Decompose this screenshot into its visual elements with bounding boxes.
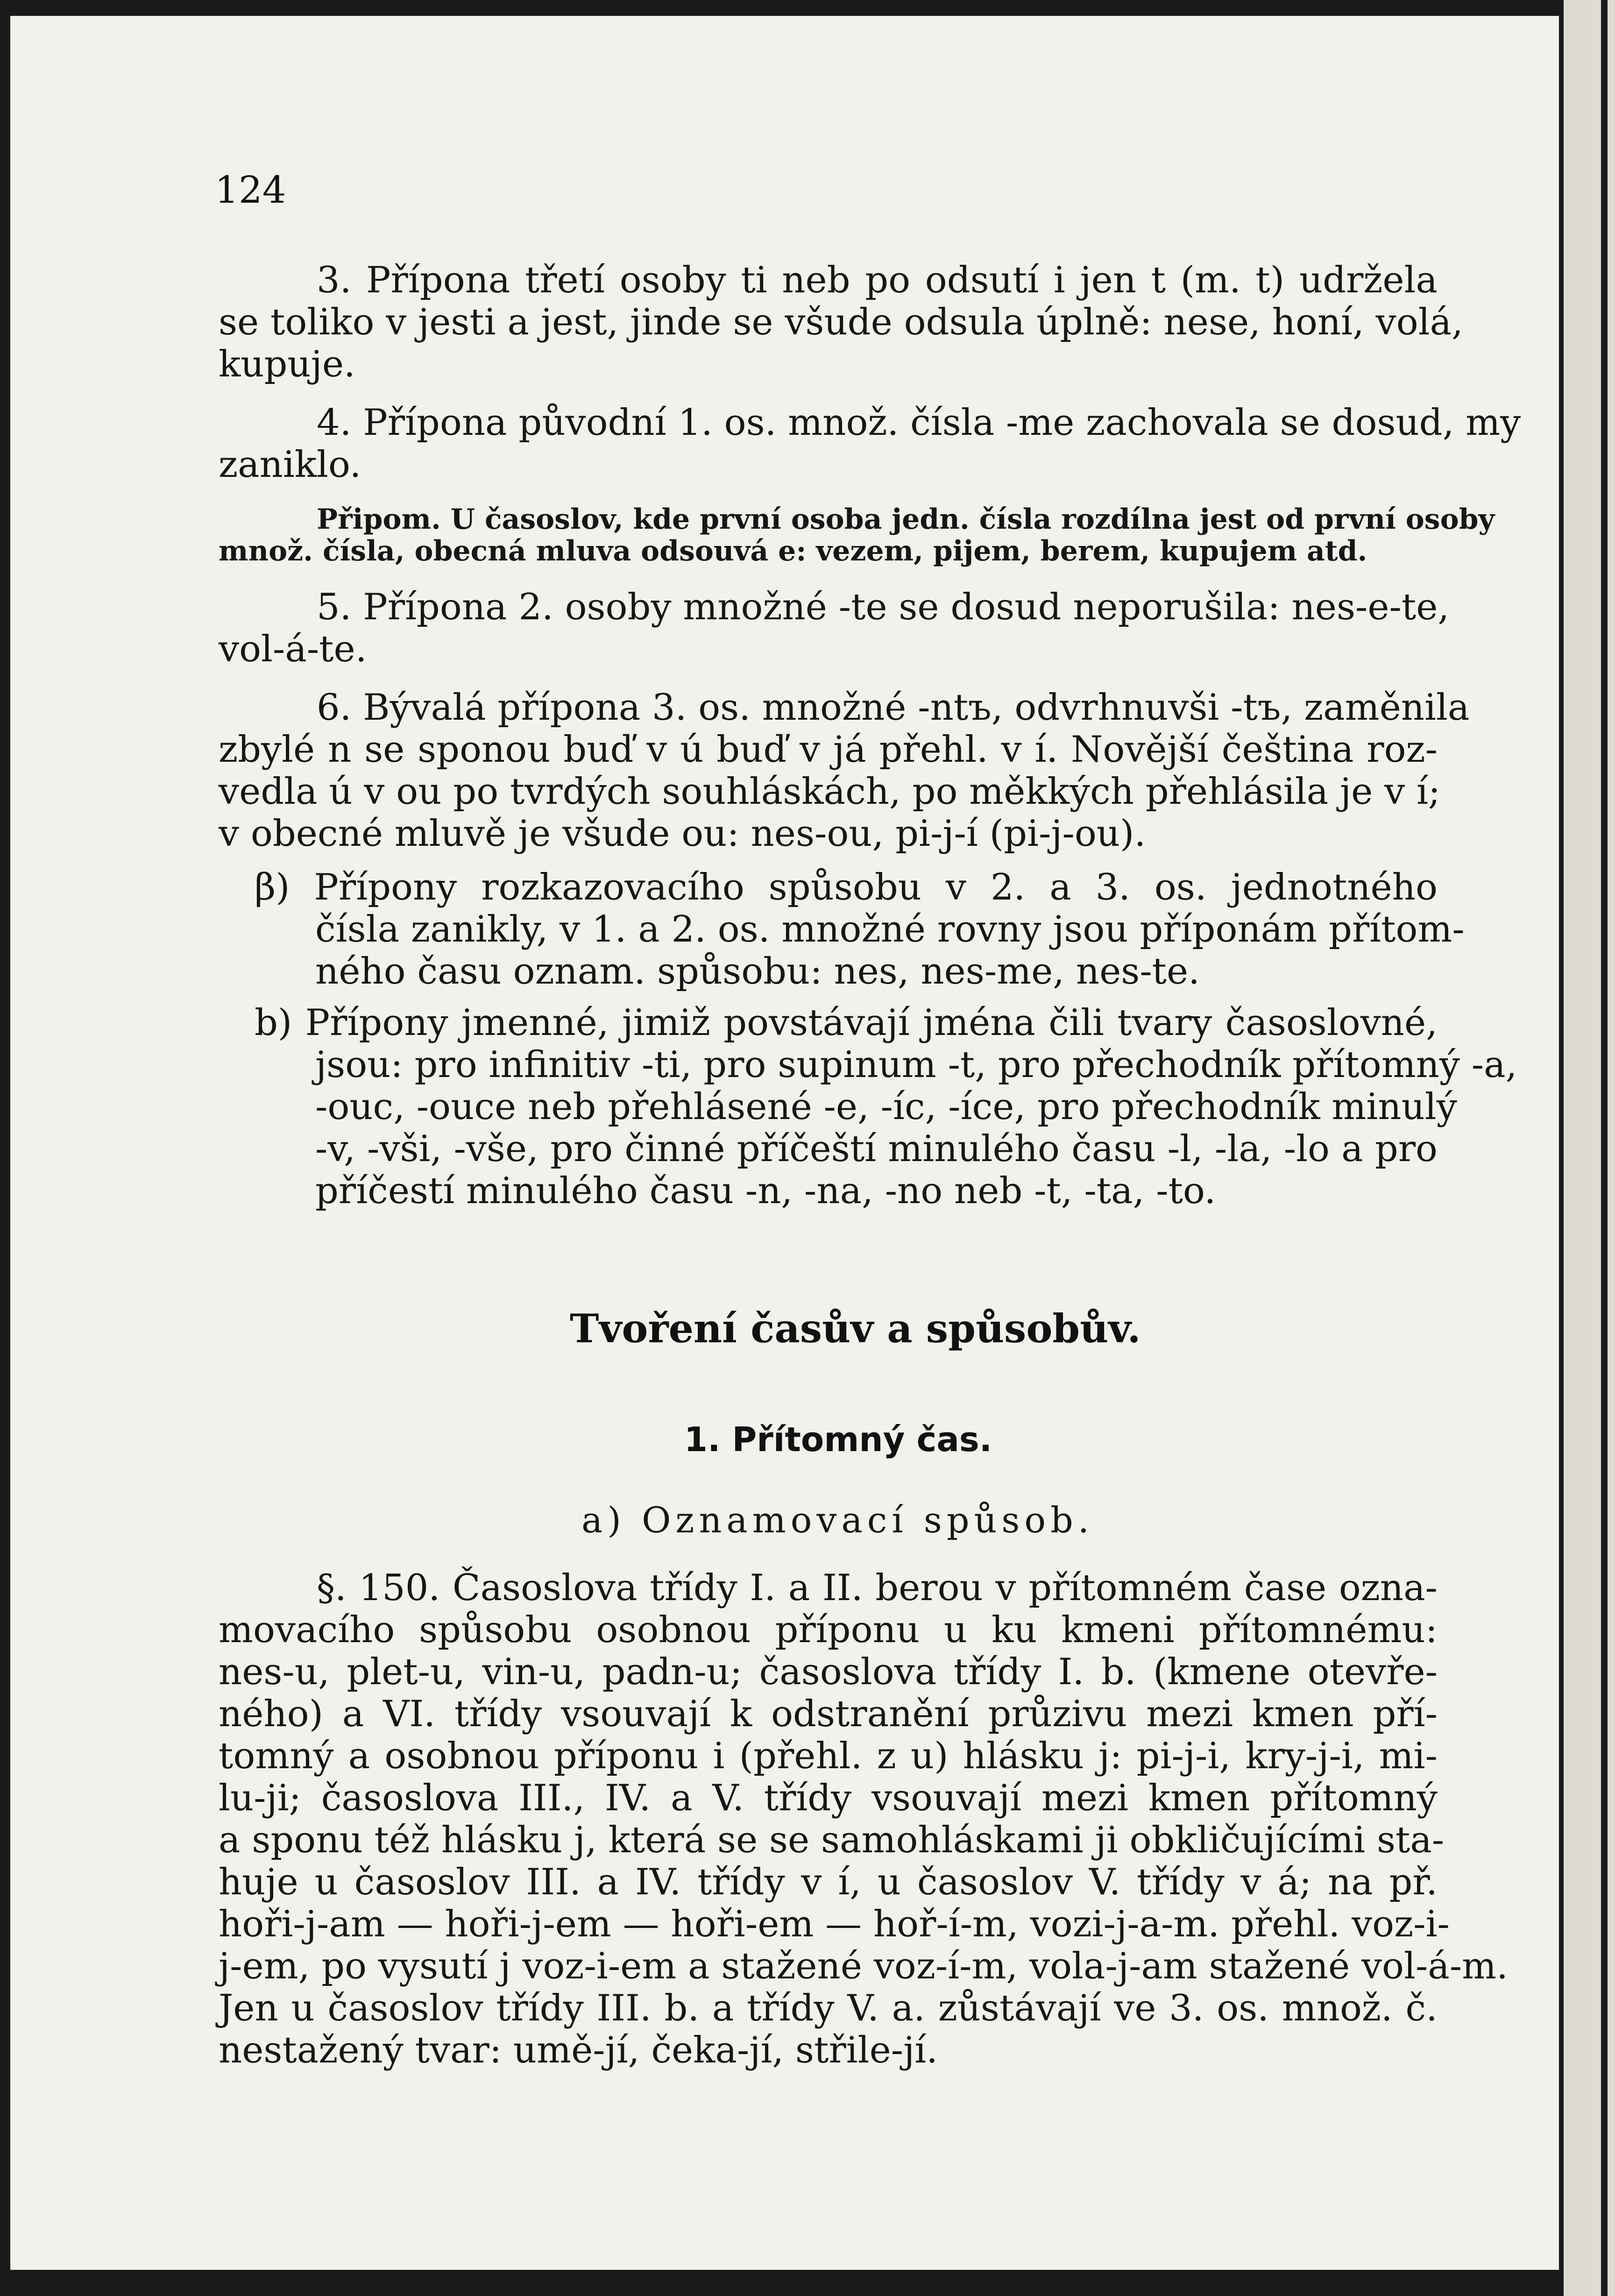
text-line: 6. Bývalá přípona 3. os. množné -ntъ, odvrhnuvši -tъ, zaměnila bbox=[317, 687, 1470, 729]
text-line: a sponu též hlásku j, která se se samohláskami ji obkličujícími sta- bbox=[219, 1819, 1445, 1861]
section-heading: Tvoření časův a spůsobův. bbox=[570, 1305, 1141, 1352]
text-line: -ouc, -ouce neb přehlásené -e, -íc, -íce, pro přechodník minulý bbox=[315, 1086, 1457, 1128]
text-line: ného času oznam. spůsobu: nes, nes-me, nes-te. bbox=[315, 950, 1200, 992]
text-line: Připom. U časoslov, kde první osoba jedn. čísla rozdílna jest od první osoby bbox=[317, 503, 1495, 536]
text-line: zbylé n se sponou buď v ú buď v já přehl. v í. Novější čeština roz- bbox=[219, 729, 1438, 771]
text-line: ného) a VI. třídy vsouvají k odstranění průzivu mezi kmen pří- bbox=[219, 1693, 1438, 1735]
subsubsection-heading: a) Oznamovací spůsob. bbox=[581, 1499, 1094, 1541]
paragraph-beta bbox=[255, 866, 1465, 992]
text-line: množ. čísla, obecná mluva odsouvá e: vezem, pijem, berem, kupujem atd. bbox=[219, 535, 1367, 567]
scan-border-bottom bbox=[0, 2270, 1615, 2296]
paragraph-150 bbox=[219, 1567, 1508, 2071]
text-line: vol-á-te. bbox=[219, 628, 367, 670]
text-line: se toliko v jesti a jest, jinde se všude odsula úplně: nese, honí, volá, bbox=[219, 301, 1463, 343]
text-line: movacího spůsobu osobnou příponu u ku kmeni přítomnému: bbox=[219, 1609, 1438, 1651]
text-line: zaniklo. bbox=[219, 444, 361, 486]
note-block bbox=[219, 503, 1495, 567]
paragraph-3 bbox=[219, 259, 1463, 385]
text-line: hoři-j-am — hoři-j-em — hoři-em — hoř-í-m, vozi-j-a-m. přehl. voz-i- bbox=[219, 1903, 1450, 1945]
text-line: huje u časoslov III. a IV. třídy v í, u časoslov V. třídy v á; na př. bbox=[219, 1861, 1438, 1903]
text-line: -v, -vši, -vše, pro činné příčeští minulého času -l, -la, -lo a pro bbox=[315, 1128, 1438, 1170]
text-line: čísla zanikly, v 1. a 2. os. množné rovny jsou příponám přítom- bbox=[315, 908, 1465, 950]
page-number: 124 bbox=[215, 168, 286, 212]
paragraph-5 bbox=[219, 586, 1450, 670]
text-line: nestažený tvar: umě-jí, čeka-jí, střile-jí. bbox=[219, 2029, 938, 2071]
text-line: nes-u, plet-u, vin-u, padn-u; časoslova třídy I. b. (kmene otevře- bbox=[219, 1651, 1438, 1693]
text-line: jsou: pro infinitiv -ti, pro supinum -t, pro přechodník přítomný -a, bbox=[315, 1044, 1517, 1086]
text-line: příčestí minulého času -n, -na, -no neb -t, -ta, -to. bbox=[315, 1170, 1216, 1212]
paragraph-4 bbox=[219, 402, 1521, 486]
scan-border-right-line bbox=[1559, 0, 1564, 2296]
paragraph-6 bbox=[219, 687, 1470, 855]
text-line: lu-ji; časoslova III., IV. a V. třídy vsouvají mezi kmen přítomný bbox=[219, 1777, 1438, 1819]
scan-border-top bbox=[0, 0, 1615, 16]
text-line: j-em, po vysutí j voz-i-em a stažené voz-í-m, vola-j-am stažené vol-á-m. bbox=[219, 1945, 1508, 1987]
text-line: 4. Přípona původní 1. os. množ. čísla -me zachovala se dosud, my bbox=[317, 402, 1521, 444]
subsection-heading: 1. Přítomný čas. bbox=[684, 1420, 992, 1459]
paragraph-b bbox=[255, 1002, 1517, 1212]
text-line: 3. Přípona třetí osoby ti neb po odsutí i jen t (m. t) udržela bbox=[317, 259, 1438, 301]
text-line: vedla ú v ou po tvrdých souhláskách, po měkkých přehlásila je v í; bbox=[219, 771, 1441, 813]
text-line: tomný a osobnou příponu i (přehl. z u) hlásku j: pi-j-i, kry-j-i, mi- bbox=[219, 1735, 1438, 1777]
text-line: b) Přípony jmenné, jimiž povstávají jména čili tvary časoslovné, bbox=[255, 1002, 1438, 1044]
text-line: 5. Přípona 2. osoby množné -te se dosud neporušila: nes-e-te, bbox=[317, 586, 1450, 628]
text-line: kupuje. bbox=[219, 343, 355, 385]
text-line: Jen u časoslov třídy III. b. a třídy V. a. zůstávají ve 3. os. množ. č. bbox=[219, 1987, 1438, 2029]
scan-border-left bbox=[0, 0, 10, 2296]
text-line: §. 150. Časoslova třídy I. a II. berou v přítomném čase ozna- bbox=[317, 1567, 1438, 1609]
text-line: β) Přípony rozkazovacího spůsobu v 2. a 3. os. jednotného bbox=[255, 866, 1438, 908]
scan-border-right-edge bbox=[1601, 0, 1608, 2296]
text-line: v obecné mluvě je všude ou: nes-ou, pi-j-í (pi-j-ou). bbox=[219, 813, 1146, 855]
